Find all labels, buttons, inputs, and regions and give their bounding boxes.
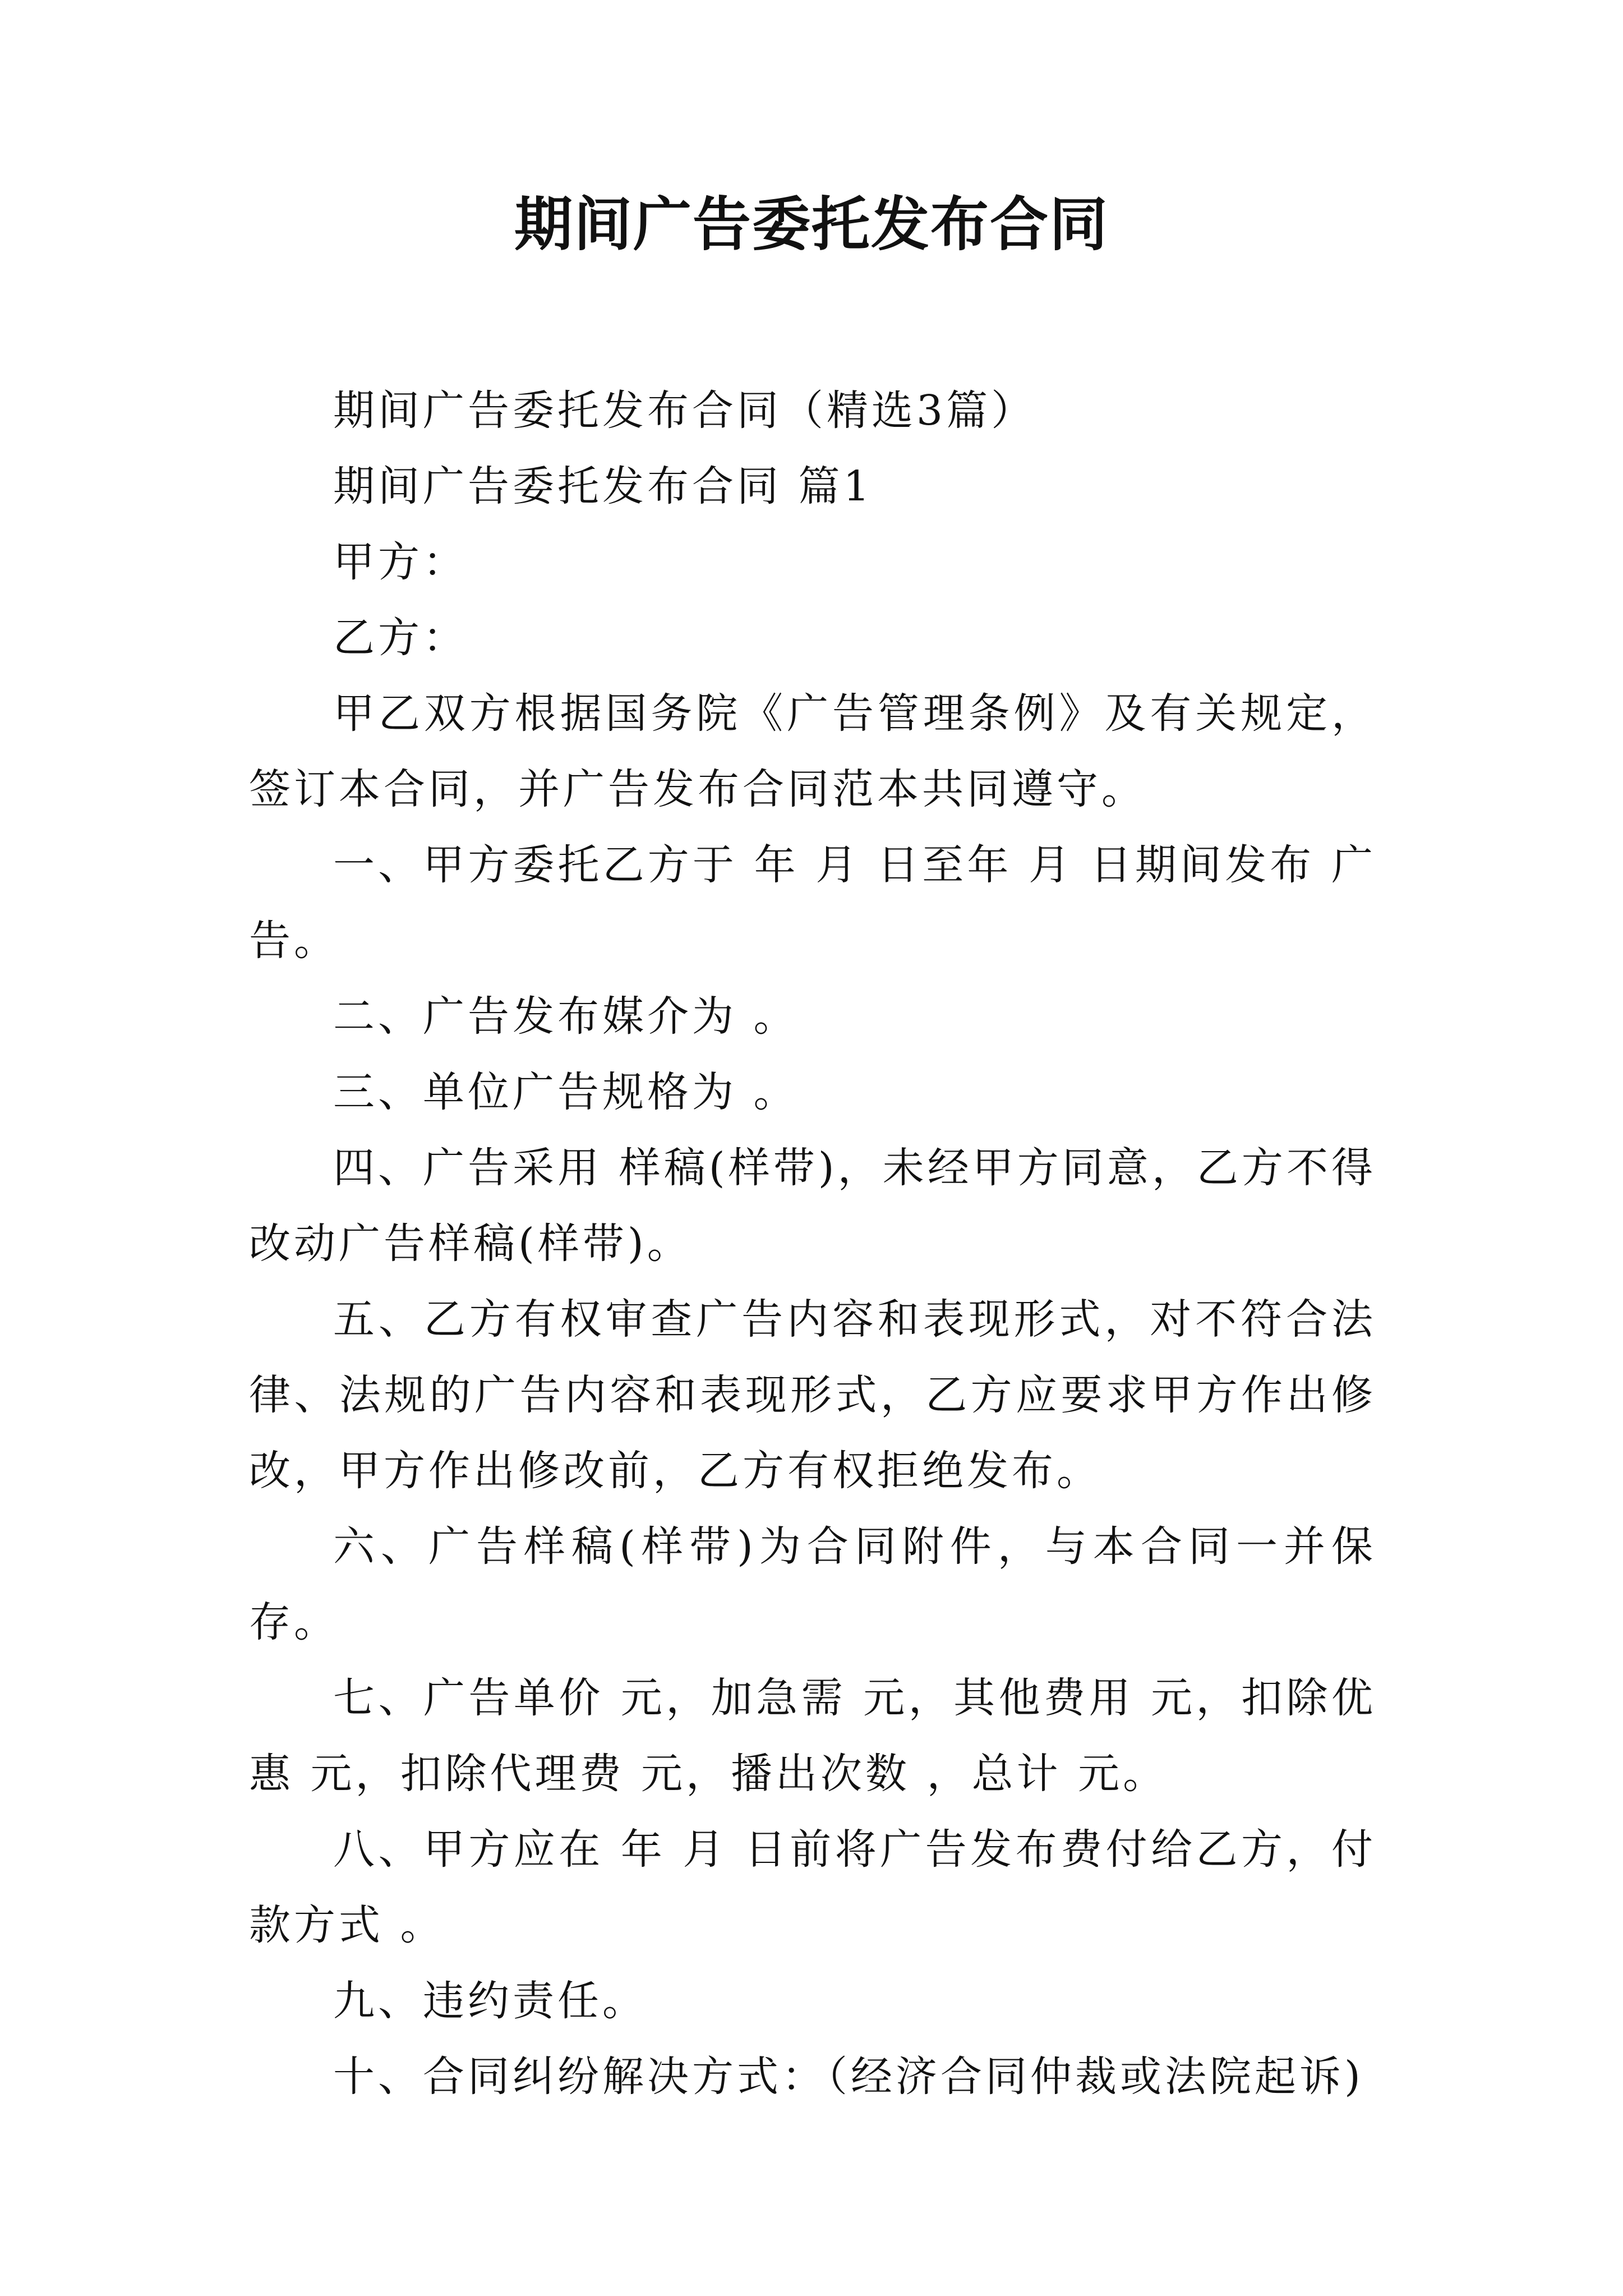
paragraph-party-a: 甲方： bbox=[333, 538, 468, 586]
paragraph-subtitle: 期间广告委托发布合同（精选3篇） bbox=[333, 386, 1036, 435]
clause-7: 七、广告单价 元，加急需 元，其他费用 元，扣除优惠 元，扣除代理费 元，播出次数 ，总计 元。 bbox=[249, 1674, 1376, 1798]
paragraph-section-heading: 期间广告委托发布合同 篇1 bbox=[333, 462, 873, 510]
clause-9: 九、违约责任。 bbox=[333, 1977, 647, 2025]
clause-1: 一、甲方委托乙方于 年 月 日至年 月 日期间发布 广告。 bbox=[249, 841, 1376, 965]
document-body bbox=[249, 373, 1376, 2115]
clause-2: 二、广告发布媒介为 。 bbox=[333, 992, 799, 1041]
clause-10: 十、合同纠纷解决方式：（经济合同仲裁或法院起诉) bbox=[333, 2053, 1364, 2101]
clause-8: 八、甲方应在 年 月 日前将广告发布费付给乙方，付款方式 。 bbox=[249, 1825, 1376, 1949]
clause-3: 三、单位广告规格为 。 bbox=[333, 1068, 799, 1116]
paragraph-preamble: 甲乙双方根据国务院《广告管理条例》及有关规定，签订本合同，并广告发布合同范本共同遵守。 bbox=[249, 689, 1376, 813]
clause-4: 四、广告采用 样稿(样带)，未经甲方同意，乙方不得改动广告样稿(样带)。 bbox=[249, 1144, 1376, 1268]
document-title: 期间广告委托发布合同 bbox=[514, 190, 1109, 259]
paragraph-party-b: 乙方： bbox=[333, 614, 468, 662]
clause-5: 五、乙方有权审查广告内容和表现形式，对不符合法律、法规的广告内容和表现形式，乙方应要求甲方作出修改，甲方作出修改前，乙方有权拒绝发布。 bbox=[249, 1295, 1376, 1495]
clause-6: 六、广告样稿(样带)为合同附件，与本合同一并保存。 bbox=[249, 1522, 1376, 1646]
